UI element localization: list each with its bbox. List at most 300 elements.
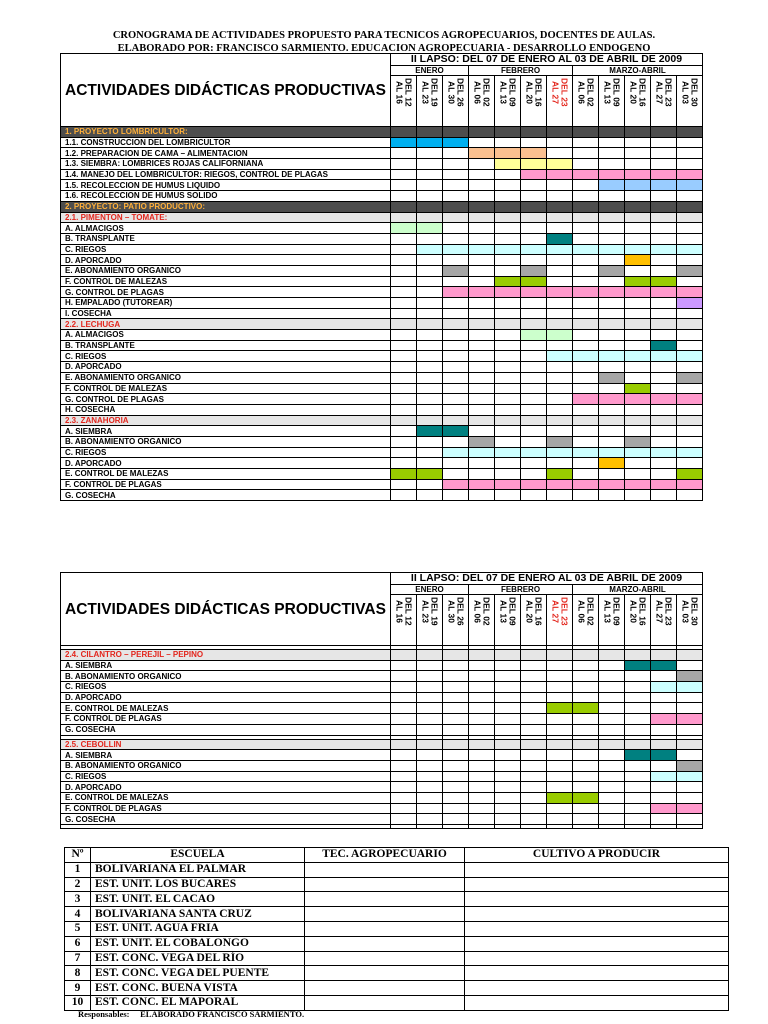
schedule-cell (495, 426, 521, 437)
section-row (61, 127, 703, 138)
schedule-cell (469, 233, 495, 244)
schedule-cell (547, 426, 573, 437)
schedule-cell (651, 792, 677, 803)
activity-row (61, 782, 703, 793)
schedule-cell (417, 692, 443, 703)
week-header (521, 76, 547, 127)
activity-label: C. RIEGOS (61, 351, 391, 362)
schedule-cell (391, 792, 417, 803)
schedule-cell (469, 426, 495, 437)
schedule-bar-cell (651, 660, 677, 671)
schedule-cell (599, 803, 625, 814)
schedule-cell (391, 703, 417, 714)
week-label: DEL 30 AL 03 (680, 597, 700, 626)
schedule-cell (625, 814, 651, 825)
schedule-cell (417, 490, 443, 501)
schedule-cell (443, 169, 469, 180)
schedule-cell (651, 458, 677, 469)
schedule-cell (495, 372, 521, 383)
schedule-cell (547, 265, 573, 276)
schedule-bar-cell (547, 169, 573, 180)
schedule-cell (417, 682, 443, 693)
activity-label: 2.1. PIMENTON – TOMATE: (61, 212, 391, 223)
activity-label: 2.3. ZANAHORIA (61, 415, 391, 426)
schedule-cell (625, 714, 651, 725)
schedule-cell (391, 671, 417, 682)
school-name: EST. CONC. BUENA VISTA (91, 981, 305, 996)
schedule-cell (417, 383, 443, 394)
schedule-cell (677, 436, 703, 447)
schedule-cell (391, 351, 417, 362)
schedule-bar-cell (547, 792, 573, 803)
schedule-cell (391, 479, 417, 490)
schedule-cell (573, 308, 599, 319)
schedule-bar-cell (547, 159, 573, 170)
crop-cell (465, 951, 729, 966)
school-number: 2 (65, 877, 91, 892)
schedule-cell (469, 201, 495, 212)
schedule-cell (677, 825, 703, 829)
schedule-cell (521, 739, 547, 750)
schedule-cell (573, 803, 599, 814)
schedule-cell (469, 814, 495, 825)
schedule-bar-cell (599, 169, 625, 180)
schedule-cell (443, 233, 469, 244)
schedule-bar-cell (651, 750, 677, 761)
schedule-cell (573, 771, 599, 782)
activity-row (61, 660, 703, 671)
schedule-cell (521, 298, 547, 309)
schedule-cell (417, 169, 443, 180)
schedule-cell (625, 803, 651, 814)
schedule-cell (651, 692, 677, 703)
schedule-bar-cell (443, 137, 469, 148)
schedule-bar-cell (547, 703, 573, 714)
schedule-bar-cell (521, 148, 547, 159)
subsection-row (61, 212, 703, 223)
schedule-cell (469, 650, 495, 661)
schedule-cell (625, 782, 651, 793)
crop-cell (465, 892, 729, 907)
schedule-cell (677, 212, 703, 223)
schedule-cell (443, 394, 469, 405)
schedule-cell (625, 692, 651, 703)
schedule-cell (625, 739, 651, 750)
schedule-cell (547, 201, 573, 212)
schedule-cell (521, 714, 547, 725)
schedule-table-2 (60, 572, 703, 829)
schedule-cell (495, 127, 521, 138)
schedule-cell (495, 415, 521, 426)
activity-label: E. CONTROL DE MALEZAS (61, 469, 391, 480)
week-header (521, 595, 547, 646)
schedule-cell (391, 490, 417, 501)
schedule-cell (417, 233, 443, 244)
schedule-bar-cell (521, 159, 547, 170)
schedule-cell (547, 319, 573, 330)
schedule-cell (521, 223, 547, 234)
schedule-cell (521, 490, 547, 501)
schedule-cell (573, 739, 599, 750)
schedule-bar-cell (573, 479, 599, 490)
schedule-cell (417, 276, 443, 287)
week-label: DEL 26 AL 30 (446, 78, 466, 107)
school-row (65, 892, 729, 907)
schedule-cell (495, 771, 521, 782)
schedule-cell (417, 351, 443, 362)
schedule-cell (599, 682, 625, 693)
activity-label: D. APORCADO (61, 782, 391, 793)
school-name: EST. UNIT. EL COBALONGO (91, 936, 305, 951)
week-label: DEL 16 AL 20 (524, 597, 544, 626)
schedule-bar-cell (521, 169, 547, 180)
schedule-bar-cell (651, 351, 677, 362)
schedule-cell (573, 362, 599, 373)
schedule-cell (495, 201, 521, 212)
schedule-cell (651, 469, 677, 480)
schedule-cell (677, 330, 703, 341)
schedule-cell (417, 212, 443, 223)
schedule-bar-cell (677, 803, 703, 814)
schedule-cell (443, 180, 469, 191)
schedule-cell (469, 415, 495, 426)
schedule-cell (469, 750, 495, 761)
schedule-cell (443, 490, 469, 501)
schedule-cell (677, 692, 703, 703)
schedule-bar-cell (547, 469, 573, 480)
schedule-cell (573, 682, 599, 693)
schedule-cell (417, 372, 443, 383)
schedule-cell (391, 436, 417, 447)
schedule-bar-cell (651, 244, 677, 255)
schedule-cell (495, 340, 521, 351)
crop-cell (465, 877, 729, 892)
schedule-cell (599, 660, 625, 671)
schedule-cell (599, 159, 625, 170)
activity-label: H. COSECHA (61, 404, 391, 415)
activity-row (61, 362, 703, 373)
activity-label: G. COSECHA (61, 724, 391, 735)
schedule-cell (417, 362, 443, 373)
schedule-cell (521, 825, 547, 829)
schedule-table-1 (60, 53, 703, 501)
technician-cell (305, 892, 465, 907)
schedule-cell (677, 223, 703, 234)
schedule-cell (417, 404, 443, 415)
activity-row (61, 792, 703, 803)
schedule-cell (625, 490, 651, 501)
schedule-cell (417, 782, 443, 793)
activity-row (61, 714, 703, 725)
schedule-cell (625, 724, 651, 735)
week-header (547, 595, 573, 646)
week-header (417, 595, 443, 646)
schedule-bar-cell (625, 276, 651, 287)
schedule-cell (417, 265, 443, 276)
schedule-cell (391, 372, 417, 383)
schedule-cell (573, 404, 599, 415)
schedule-cell (677, 148, 703, 159)
schedule-cell (625, 469, 651, 480)
schedule-cell (469, 169, 495, 180)
schedule-cell (573, 724, 599, 735)
schedule-title: ACTIVIDADES DIDÁCTICAS PRODUCTIVAS (61, 54, 391, 127)
schedule-cell (651, 760, 677, 771)
schedule-cell (521, 212, 547, 223)
schedule-cell (417, 671, 443, 682)
schedule-cell (469, 714, 495, 725)
schedule-cell (547, 255, 573, 266)
schedule-bar-cell (677, 372, 703, 383)
schedule-bar-cell (625, 436, 651, 447)
schedule-cell (625, 137, 651, 148)
schedule-bar-cell (547, 447, 573, 458)
schedule-cell (521, 180, 547, 191)
schedule-bar-cell (625, 244, 651, 255)
activity-label: C. RIEGOS (61, 447, 391, 458)
schedule-cell (391, 404, 417, 415)
activity-label: 2.5. CEBOLLIN (61, 739, 391, 750)
schedule-cell (443, 750, 469, 761)
week-header (469, 595, 495, 646)
subsection-row (61, 319, 703, 330)
schedule-cell (573, 159, 599, 170)
schedule-cell (469, 276, 495, 287)
schedule-cell (391, 148, 417, 159)
activity-row (61, 383, 703, 394)
schedule-cell (651, 148, 677, 159)
schedule-bar-cell (443, 287, 469, 298)
schedule-cell (599, 212, 625, 223)
schedule-bar-cell (677, 447, 703, 458)
schedule-cell (469, 212, 495, 223)
schedule-cell (443, 351, 469, 362)
week-header (391, 595, 417, 646)
schedule-cell (443, 771, 469, 782)
schedule-bar-cell (469, 148, 495, 159)
schedule-bar-cell (573, 394, 599, 405)
schedule-cell (469, 351, 495, 362)
week-label: DEL 23 AL 27 (550, 597, 570, 626)
header-number: Nº (65, 848, 91, 863)
schedule-cell (469, 298, 495, 309)
schedule-cell (651, 308, 677, 319)
spacer-row (61, 825, 703, 829)
activity-row (61, 180, 703, 191)
schedule-cell (547, 825, 573, 829)
schedule-cell (677, 340, 703, 351)
school-name: EST. UNIT. EL CACAO (91, 892, 305, 907)
schedule-cell (469, 137, 495, 148)
schedule-cell (573, 298, 599, 309)
activity-label: D. APORCADO (61, 692, 391, 703)
schedule-cell (521, 201, 547, 212)
schedule-cell (625, 404, 651, 415)
responsables-note (78, 1009, 304, 1019)
schedule-cell (443, 255, 469, 266)
schedule-bar-cell (495, 159, 521, 170)
schedule-cell (547, 127, 573, 138)
activity-row (61, 394, 703, 405)
schedule-cell (469, 782, 495, 793)
schedule-cell (547, 671, 573, 682)
schedule-cell (521, 671, 547, 682)
activity-label: E. CONTROL DE MALEZAS (61, 792, 391, 803)
activity-label: A. SIEMBRA (61, 426, 391, 437)
schedule-bar-cell (625, 660, 651, 671)
technician-cell (305, 907, 465, 922)
section-row (61, 201, 703, 212)
activity-label: B. TRANSPLANTE (61, 233, 391, 244)
activity-row (61, 372, 703, 383)
schedule-cell (677, 201, 703, 212)
activity-row (61, 469, 703, 480)
activity-row (61, 750, 703, 761)
subsection-row (61, 739, 703, 750)
schedule-cell (547, 692, 573, 703)
schedule-cell (495, 825, 521, 829)
schedule-cell (573, 180, 599, 191)
schedule-cell (495, 255, 521, 266)
schedule-cell (651, 298, 677, 309)
month-header: ENERO (391, 585, 469, 595)
schedule-cell (469, 703, 495, 714)
schedule-bar-cell (469, 244, 495, 255)
week-header (573, 595, 599, 646)
schedule-cell (469, 191, 495, 202)
schedule-cell (495, 319, 521, 330)
schedule-cell (391, 244, 417, 255)
school-row (65, 951, 729, 966)
schedule-cell (651, 739, 677, 750)
responsables-label: Responsables: (78, 1009, 130, 1019)
schedule-cell (573, 650, 599, 661)
schedule-bar-cell (391, 137, 417, 148)
schedule-cell (495, 394, 521, 405)
schedule-cell (443, 660, 469, 671)
schedule-cell (651, 490, 677, 501)
schedule-cell (521, 792, 547, 803)
schedule-cell (573, 458, 599, 469)
schedule-cell (625, 340, 651, 351)
schedule-cell (417, 750, 443, 761)
schedule-bar-cell (417, 137, 443, 148)
schedule-cell (443, 814, 469, 825)
schedule-cell (443, 458, 469, 469)
schedule-cell (651, 319, 677, 330)
activity-label: A. SIEMBRA (61, 750, 391, 761)
activity-label: G. CONTROL DE PLAGAS (61, 394, 391, 405)
activity-label: F. CONTROL DE PLAGAS (61, 714, 391, 725)
week-label: DEL 19 AL 23 (420, 597, 440, 626)
schedule-cell (391, 682, 417, 693)
week-label: DEL 19 AL 23 (420, 78, 440, 107)
schedule-cell (443, 383, 469, 394)
schedule-cell (625, 298, 651, 309)
schedule-cell (573, 490, 599, 501)
schedule-cell (573, 191, 599, 202)
schedule-bar-cell (677, 671, 703, 682)
activity-row (61, 771, 703, 782)
technician-cell (305, 995, 465, 1010)
schedule-cell (391, 191, 417, 202)
schedule-cell (495, 671, 521, 682)
schedule-cell (495, 351, 521, 362)
schedule-cell (573, 469, 599, 480)
week-label: DEL 23 AL 27 (654, 78, 674, 107)
schedule-cell (547, 724, 573, 735)
school-row (65, 877, 729, 892)
school-number: 7 (65, 951, 91, 966)
schedule-cell (391, 127, 417, 138)
week-label: DEL 30 AL 03 (680, 78, 700, 107)
schedule-cell (521, 458, 547, 469)
week-header (469, 76, 495, 127)
schedule-cell (677, 383, 703, 394)
schedule-cell (547, 340, 573, 351)
schedule-cell (521, 383, 547, 394)
schedule-cell (573, 137, 599, 148)
schedule-cell (469, 372, 495, 383)
schedule-cell (599, 308, 625, 319)
schedule-cell (547, 650, 573, 661)
schedule-cell (469, 127, 495, 138)
activity-label: B. ABONAMIENTO ORGANICO (61, 760, 391, 771)
schedule-cell (417, 330, 443, 341)
schedule-cell (677, 415, 703, 426)
week-label: DEL 16 AL 20 (628, 597, 648, 626)
schedule-cell (417, 340, 443, 351)
activity-row (61, 682, 703, 693)
school-name: BOLIVARIANA SANTA CRUZ (91, 907, 305, 922)
schedule-cell (391, 319, 417, 330)
schedule-bar-cell (677, 479, 703, 490)
schedule-cell (573, 265, 599, 276)
schedule-bar-cell (443, 447, 469, 458)
activity-row (61, 276, 703, 287)
schedule-cell (443, 340, 469, 351)
schedule-cell (547, 362, 573, 373)
schedule-cell (495, 682, 521, 693)
schedule-cell (651, 137, 677, 148)
schedule-cell (625, 792, 651, 803)
activity-row (61, 814, 703, 825)
schedule-cell (651, 436, 677, 447)
schedule-bar-cell (625, 394, 651, 405)
schedule-cell (573, 814, 599, 825)
school-number: 1 (65, 862, 91, 877)
schedule-cell (677, 137, 703, 148)
school-number: 4 (65, 907, 91, 922)
header-crop: CULTIVO A PRODUCIR (465, 848, 729, 863)
schedule-cell (677, 814, 703, 825)
technician-cell (305, 936, 465, 951)
schedule-cell (599, 825, 625, 829)
schedule-cell (625, 191, 651, 202)
schedule-cell (417, 771, 443, 782)
schedule-cell (495, 223, 521, 234)
week-label: DEL 23 AL 27 (654, 597, 674, 626)
crop-cell (465, 966, 729, 981)
schedule-bar-cell (599, 180, 625, 191)
activity-row (61, 692, 703, 703)
activity-row (61, 148, 703, 159)
schedule-bar-cell (625, 169, 651, 180)
schedule-cell (599, 782, 625, 793)
schedule-cell (677, 404, 703, 415)
schedule-cell (391, 825, 417, 829)
schedule-cell (521, 404, 547, 415)
